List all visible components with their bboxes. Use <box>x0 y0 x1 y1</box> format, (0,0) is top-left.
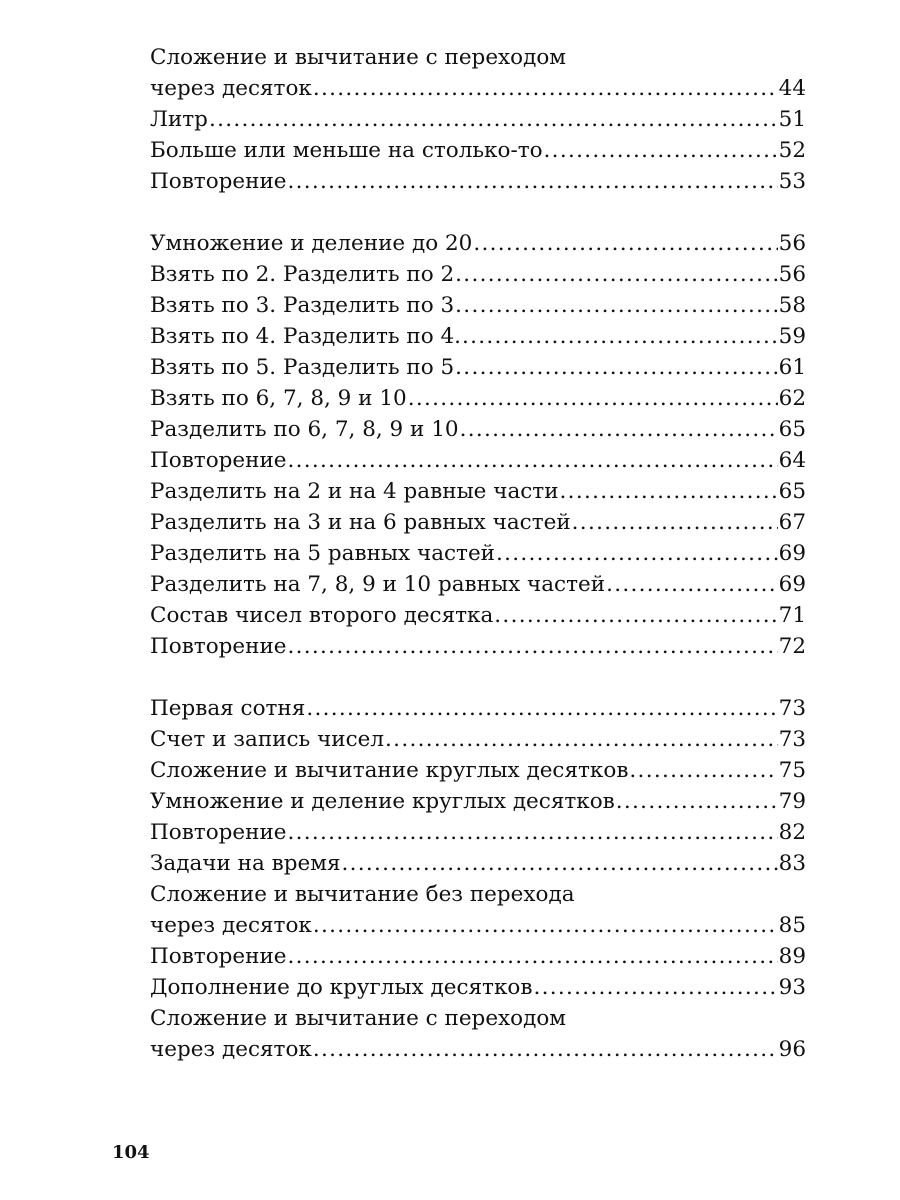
toc-entry-page: 51 <box>778 107 806 132</box>
toc-entry[interactable] <box>150 569 806 600</box>
toc-entry[interactable] <box>150 166 806 197</box>
toc-entry[interactable] <box>150 228 806 259</box>
dot-leader <box>455 290 777 321</box>
toc-entry-title: Сложение и вычитание круглых десятков <box>150 758 629 783</box>
toc-entry-page: 53 <box>778 169 806 194</box>
toc-entry-heading-line[interactable] <box>150 42 806 73</box>
dot-leader <box>533 972 777 1003</box>
dot-leader <box>306 693 777 724</box>
dot-leader <box>460 414 778 445</box>
dot-leader <box>560 476 778 507</box>
table-of-contents <box>150 42 806 1096</box>
toc-entry-page: 44 <box>778 76 806 101</box>
toc-entry-page: 75 <box>778 758 806 783</box>
toc-entry-page: 65 <box>778 479 806 504</box>
toc-entry-title: Повторение <box>150 634 287 659</box>
page-number: 104 <box>112 1142 150 1163</box>
dot-leader <box>606 569 778 600</box>
dot-leader <box>455 352 777 383</box>
toc-entry-title-continuation: через десяток <box>150 913 312 938</box>
toc-entry-title: Повторение <box>150 944 287 969</box>
toc-entry[interactable] <box>150 259 806 290</box>
toc-entry[interactable] <box>150 786 806 817</box>
toc-entry[interactable] <box>150 352 806 383</box>
toc-entry-title: Взять по 4. Разделить по 4. <box>150 324 461 349</box>
toc-entry[interactable] <box>150 476 806 507</box>
toc-entry[interactable] <box>150 1034 806 1065</box>
toc-entry[interactable] <box>150 817 806 848</box>
toc-entry-title: Разделить на 7, 8, 9 и 10 равных частей <box>150 572 606 597</box>
toc-entry[interactable] <box>150 445 806 476</box>
toc-entry-title: Счет и запись чисел <box>150 727 385 752</box>
toc-entry[interactable] <box>150 755 806 786</box>
toc-section <box>150 228 806 662</box>
toc-entry[interactable] <box>150 383 806 414</box>
toc-entry-page: 58 <box>778 293 806 318</box>
toc-entry-page: 93 <box>778 975 806 1000</box>
toc-entry[interactable] <box>150 848 806 879</box>
toc-entry-title: Сложение и вычитание с переходом <box>150 1006 567 1031</box>
toc-entry-page: 59 <box>778 324 806 349</box>
dot-leader <box>288 941 778 972</box>
dot-leader <box>385 724 778 755</box>
dot-leader <box>572 507 778 538</box>
dot-leader <box>313 910 778 941</box>
toc-entry-title-continuation: через десяток <box>150 76 312 101</box>
dot-leader <box>313 73 778 104</box>
toc-entry[interactable] <box>150 724 806 755</box>
toc-entry-title: Дополнение до круглых десятков <box>150 975 533 1000</box>
toc-entry-page: 72 <box>778 634 806 659</box>
toc-entry-heading-line[interactable] <box>150 879 806 910</box>
dot-leader <box>313 1034 778 1065</box>
toc-entry-page: 79 <box>778 789 806 814</box>
toc-entry-heading-line[interactable] <box>150 1003 806 1034</box>
toc-entry[interactable] <box>150 507 806 538</box>
toc-entry-page: 52 <box>778 138 806 163</box>
dot-leader <box>288 166 778 197</box>
toc-entry-title: Задачи на время <box>150 851 341 876</box>
toc-entry-title: Первая сотня <box>150 696 306 721</box>
toc-entry-title: Повторение <box>150 169 287 194</box>
toc-entry-title: Взять по 2. Разделить по 2 <box>150 262 455 287</box>
dot-leader <box>616 786 778 817</box>
toc-entry[interactable] <box>150 972 806 1003</box>
toc-entry[interactable] <box>150 321 806 352</box>
toc-entry-title: Умножение и деление круглых десятков <box>150 789 615 814</box>
dot-leader <box>496 538 778 569</box>
toc-entry[interactable] <box>150 414 806 445</box>
toc-section <box>150 42 806 197</box>
toc-entry-page: 67 <box>778 510 806 535</box>
toc-entry[interactable] <box>150 135 806 166</box>
toc-entry-title: Сложение и вычитание с переходом <box>150 45 567 70</box>
dot-leader <box>408 383 778 414</box>
toc-entry-page: 71 <box>778 603 806 628</box>
dot-leader <box>462 321 778 352</box>
toc-entry-title: Разделить по 6, 7, 8, 9 и 10 <box>150 417 459 442</box>
toc-entry-page: 65 <box>778 417 806 442</box>
toc-entry[interactable] <box>150 104 806 135</box>
toc-entry-title: Больше или меньше на столько-то <box>150 138 543 163</box>
toc-entry[interactable] <box>150 910 806 941</box>
dot-leader <box>473 228 777 259</box>
toc-entry-title: Взять по 3. Разделить по 3 <box>150 293 455 318</box>
dot-leader <box>209 104 778 135</box>
dot-leader <box>455 259 777 290</box>
toc-entry-page: 85 <box>778 913 806 938</box>
toc-entry-page: 89 <box>778 944 806 969</box>
toc-entry-title: Литр <box>150 107 208 132</box>
toc-entry[interactable] <box>150 538 806 569</box>
toc-entry-title: Повторение <box>150 820 287 845</box>
toc-entry[interactable] <box>150 941 806 972</box>
toc-entry-title-continuation: через десяток <box>150 1037 312 1062</box>
toc-entry-title: Умножение и деление до 20 <box>150 231 473 256</box>
toc-section <box>150 693 806 1065</box>
dot-leader <box>494 600 777 631</box>
toc-entry-title: Разделить на 2 и на 4 равные части <box>150 479 559 504</box>
toc-entry-page: 69 <box>778 541 806 566</box>
dot-leader <box>288 631 778 662</box>
toc-entry-title: Взять по 6, 7, 8, 9 и 10 <box>150 386 407 411</box>
dot-leader <box>288 817 778 848</box>
toc-entry-page: 64 <box>778 448 806 473</box>
toc-entry[interactable] <box>150 693 806 724</box>
toc-entry-title: Взять по 5. Разделить по 5 <box>150 355 455 380</box>
toc-entry-page: 56 <box>778 231 806 256</box>
toc-entry-page: 73 <box>778 727 806 752</box>
toc-entry-page: 61 <box>778 355 806 380</box>
dot-leader <box>544 135 778 166</box>
toc-entry-title: Разделить на 5 равных частей <box>150 541 495 566</box>
toc-entry-title: Сложение и вычитание без перехода <box>150 882 575 907</box>
toc-entry-title: Разделить на 3 и на 6 равных частей <box>150 510 571 535</box>
toc-entry-page: 96 <box>778 1037 806 1062</box>
dot-leader <box>288 445 778 476</box>
toc-entry-page: 73 <box>778 696 806 721</box>
dot-leader <box>342 848 778 879</box>
toc-entry-page: 62 <box>778 386 806 411</box>
toc-entry-title: Состав чисел второго десятка <box>150 603 494 628</box>
toc-entry[interactable] <box>150 73 806 104</box>
toc-entry-title: Повторение <box>150 448 287 473</box>
toc-entry-page: 82 <box>778 820 806 845</box>
dot-leader <box>629 755 777 786</box>
toc-entry-page: 56 <box>778 262 806 287</box>
toc-entry[interactable] <box>150 631 806 662</box>
toc-entry[interactable] <box>150 600 806 631</box>
toc-entry[interactable] <box>150 290 806 321</box>
toc-entry-page: 69 <box>778 572 806 597</box>
toc-entry-page: 83 <box>778 851 806 876</box>
